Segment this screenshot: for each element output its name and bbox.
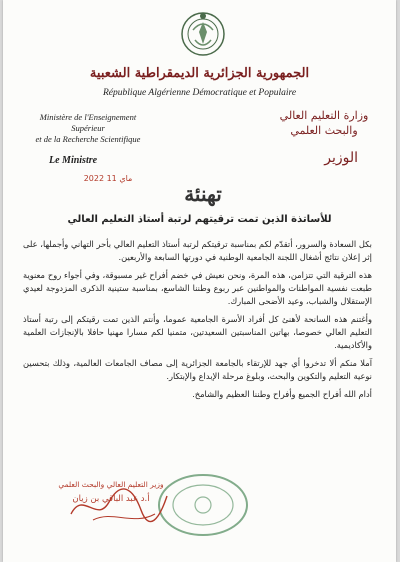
paragraph-3: وأغتنم هذه السانحة لأهنئ كل أفراد الأسرة الجامعية عموما، وأنتم الذين تمت رقيتكم إلى رتبة أستاذ التعليم العالي خصوصا، بهاتين المناسبتين السعيدتين، متمنيا لكم مسارا مهنيا حافلا بالإنجازات العلمية والأكاديمية. [23, 314, 372, 350]
handwritten-signature [63, 480, 173, 530]
paragraph-5: أدام الله أفراح الجميع وأفراح وطننا العظيم والشامخ. [192, 389, 372, 399]
minister-label-arabic: الوزير [324, 150, 358, 166]
ministry-ar-line-2: والبحث العلمي [290, 124, 358, 137]
republic-name-arabic: الجمهورية الجزائرية الديمقراطية الشعبية [89, 66, 310, 81]
letter-body [23, 238, 372, 406]
document-title: تهنئة [184, 182, 222, 206]
republic-name-french: République Algérienne Démocratique et Populaire [102, 88, 297, 98]
minister-label-french: Le Ministre [49, 155, 98, 166]
document-page [3, 0, 396, 562]
signatory-title: وزير التعليم العالي والبحث العلمي [58, 480, 164, 489]
ministry-fr-line-1: Ministère de l'Enseignement Supérieur [39, 112, 137, 133]
national-emblem [179, 8, 227, 60]
signatory-name: أ.د عبد الباقي بن زيان [72, 494, 150, 504]
ministry-fr-line-2: et de la Recherche Scientifique [35, 134, 141, 144]
document-subtitle: للأساتذة الذين تمت ترقيتهم لرتبة أستاذ التعليم العالي [67, 214, 332, 225]
ministry-name-arabic [274, 108, 374, 138]
ministry-name-french [23, 112, 153, 145]
document-date: 2022 11 ماي [83, 174, 133, 183]
paragraph-2: هذه الترقية التي تتزامن، هذه المرة، ونحن نعيش في خضم أفراح غير مسبوقة، وفي أجواء روح معنوية طبعت نفسية المواطنات والمواطنين عبر ربوع وطننا الشاسع، بمناسبة ستينية الذكرى المزدوجة لعيدي الإستقلال والشباب، وعيد الأضحى المبارك. [23, 270, 372, 306]
paragraph-1: بكل السعادة والسرور، أتقدّم لكم بمناسبة ترقيتكم لرتبة أستاذ التعليم العالي بأحر التهاني وأجملها، على إثر إعلان نتائج أشغال اللجنة الجامعية الوطنية في دورتها السابعة والأربعين. [23, 239, 372, 262]
ministry-ar-line-1: وزارة التعليم العالي [279, 109, 369, 122]
paragraph-4: آملا منكم ألا تدخروا أي جهد للإرتقاء بالجامعة الجزائرية إلى مصاف الجامعات العالمية، وذلك بتحسين نوعية التعليم والتكوين والبحث، وبلوغ مرحلة الإبداع والإبتكار. [23, 358, 372, 381]
